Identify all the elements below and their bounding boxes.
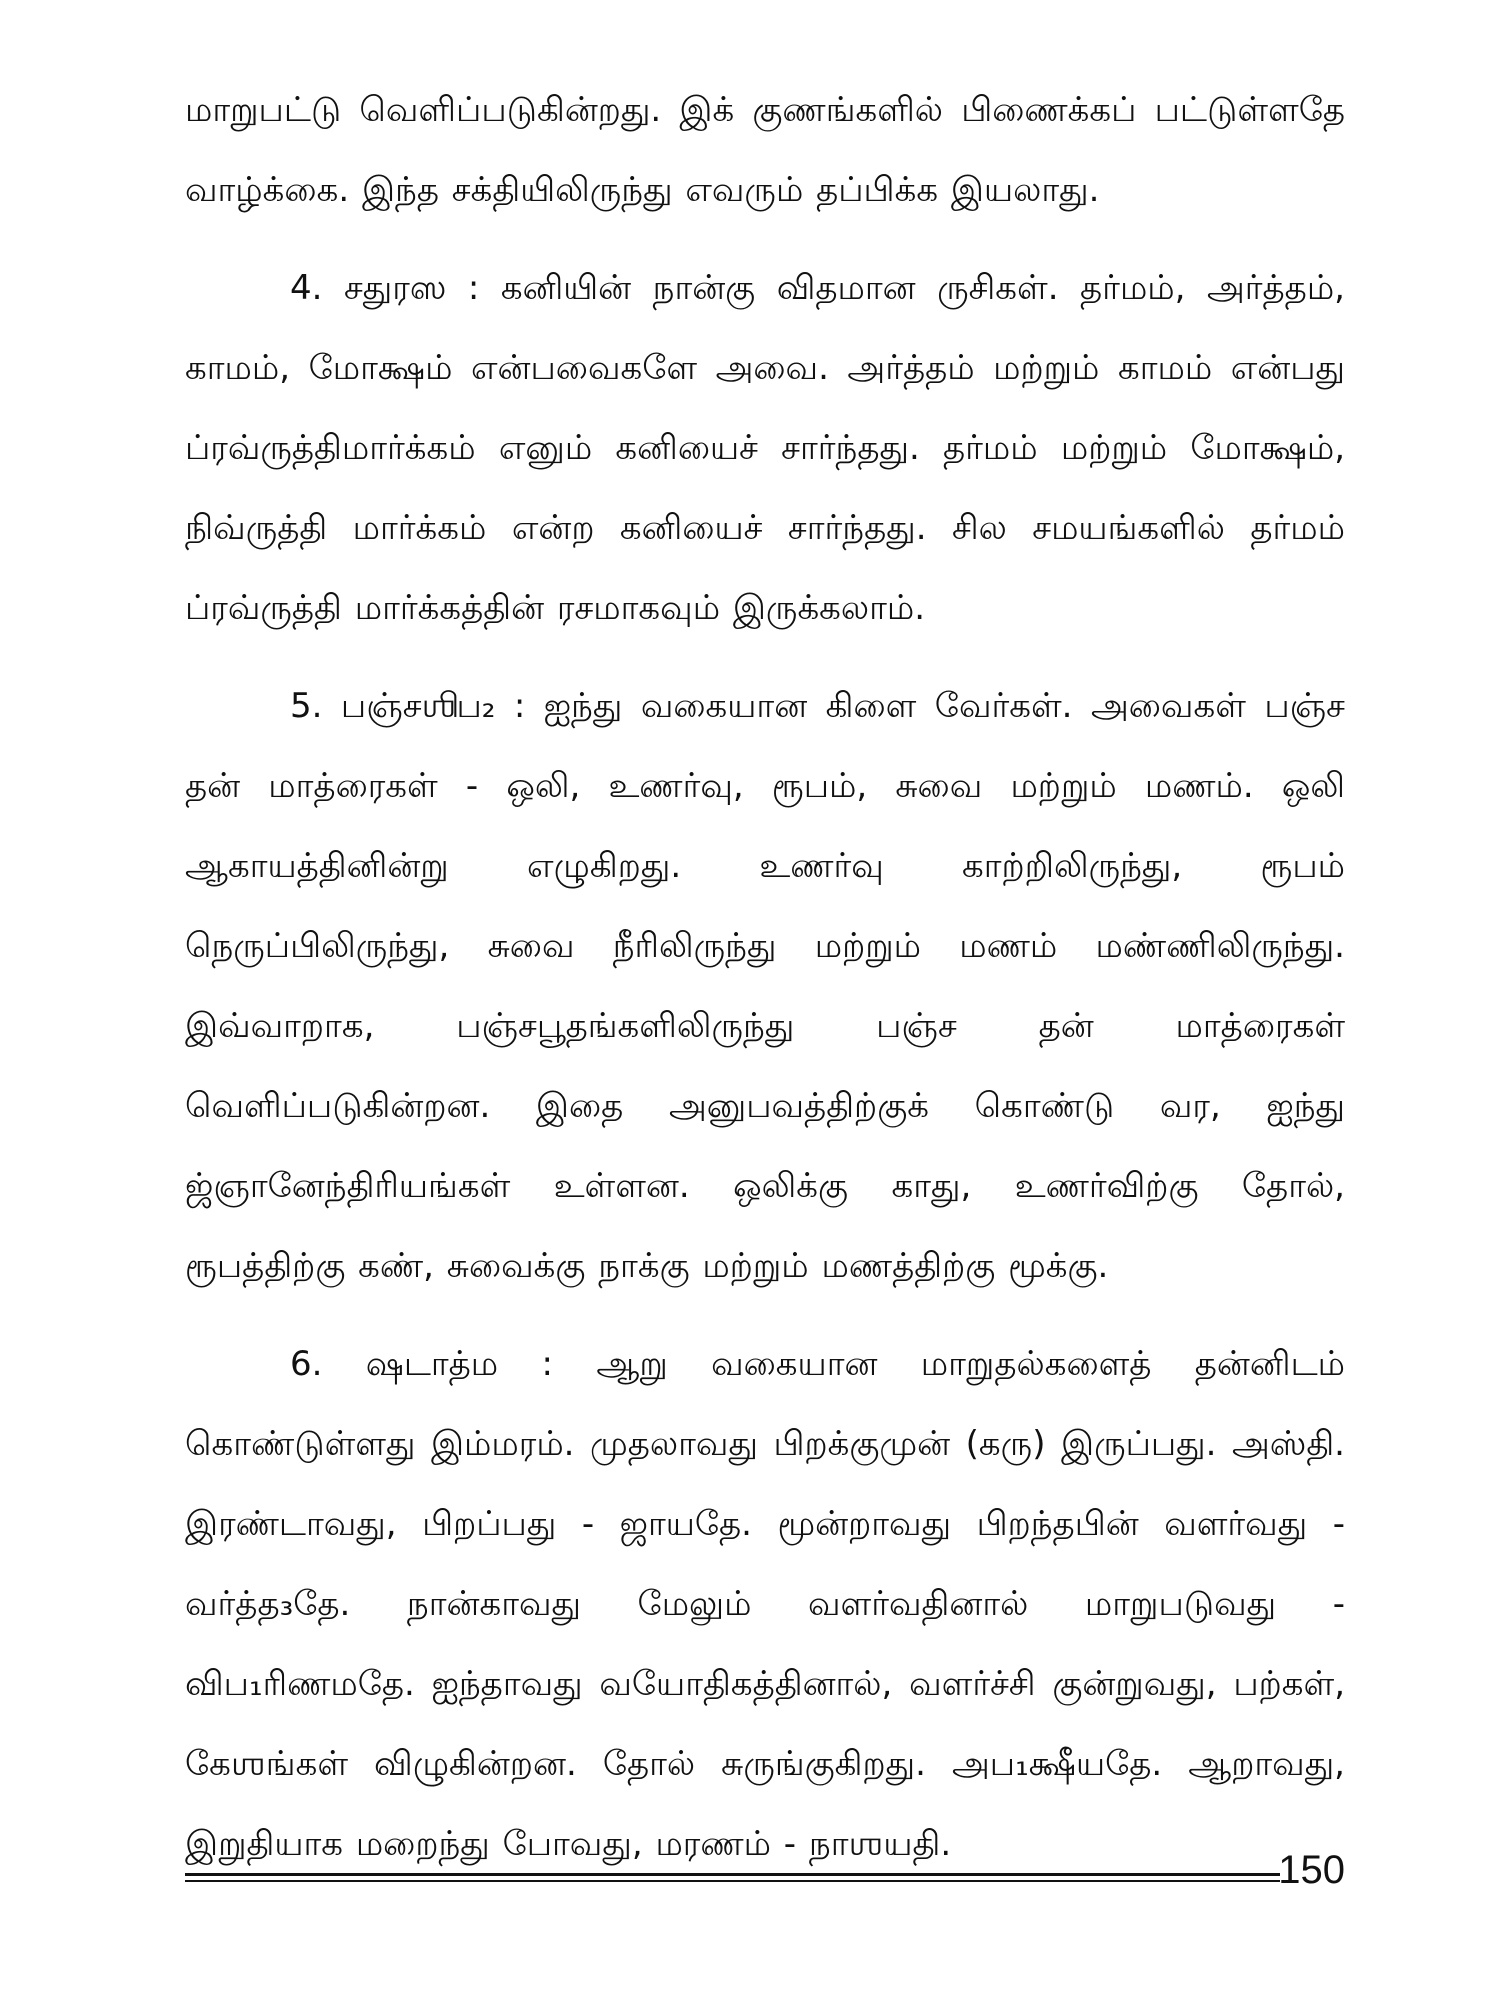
footer-rule: [185, 1873, 1280, 1876]
page-number: 150: [1278, 1848, 1345, 1892]
paragraph-item-4: 4. சதுரஸ : கனியின் நான்கு விதமான ருசிகள். தர்மம், அர்த்தம், காமம், மோக்ஷம் என்பவைகளே அவை. அர்த்தம் மற்றும் காமம் என்பது ப்ரவ்ருத்திமார்க்கம் எனும் கனியைச் சார்ந்தது. தர்மம் மற்றும் மோக்ஷம், நிவ்ருத்தி மார்க்கம் என்ற கனியைச் சார்ந்தது. சில சமயங்களில் தர்மம் ப்ரவ்ருத்தி மார்க்கத்தின் ரசமாகவும் இருக்கலாம்.: [185, 268, 1345, 628]
paragraph-item-6: 6. ஷடாத்ம : ஆறு வகையான மாறுதல்களைத் தன்னிடம் கொண்டுள்ளது இம்மரம். முதலாவது பிறக்குமுன் (கரு) இருப்பது. அஸ்தி. இரண்டாவது, பிறப்பது - ஜாயதே. மூன்றாவது பிறந்தபின் வளர்வது - வர்த்த₃தே. நான்காவது மேலும் வளர்வதினால் மாறுபடுவது - விப₁ரிணமதே. ஐந்தாவது வயோதிகத்தினால், வளர்ச்சி குன்றுவது, பற்கள், கேஶங்கள் விழுகின்றன. தோல் சுருங்குகிறது. அப₁க்ஷீயதே. ஆறாவது, இறுதியாக மறைந்து போவது, மரணம் - நாஶயதி.: [185, 1344, 1345, 1864]
page-body: [185, 70, 1345, 1884]
footer-rule-secondary: [185, 1880, 1280, 1882]
page-footer: [185, 1845, 1345, 1895]
paragraph-continuation: மாறுபட்டு வெளிப்படுகின்றது. இக் குணங்களில் பிணைக்கப் பட்டுள்ளதே வாழ்க்கை. இந்த சக்தியிலிருந்து எவரும் தப்பிக்க இயலாது.: [185, 90, 1345, 210]
paragraph-item-5: 5. பஞ்சஶிப₂ : ஐந்து வகையான கிளை வேர்கள். அவைகள் பஞ்ச தன் மாத்ரைகள் - ஒலி, உணர்வு, ரூபம், சுவை மற்றும் மணம். ஒலி ஆகாயத்தினின்று எழுகிறது. உணர்வு காற்றிலிருந்து, ரூபம் நெருப்பிலிருந்து, சுவை நீரிலிருந்து மற்றும் மணம் மண்ணிலிருந்து. இவ்வாறாக, பஞ்சபூதங்களிலிருந்து பஞ்ச தன் மாத்ரைகள் வெளிப்படுகின்றன. இதை அனுபவத்திற்குக் கொண்டு வர, ஐந்து ஜ்ஞானேந்திரியங்கள் உள்ளன. ஒலிக்கு காது, உணர்விற்கு தோல், ரூபத்திற்கு கண், சுவைக்கு நாக்கு மற்றும் மணத்திற்கு மூக்கு.: [185, 686, 1345, 1286]
